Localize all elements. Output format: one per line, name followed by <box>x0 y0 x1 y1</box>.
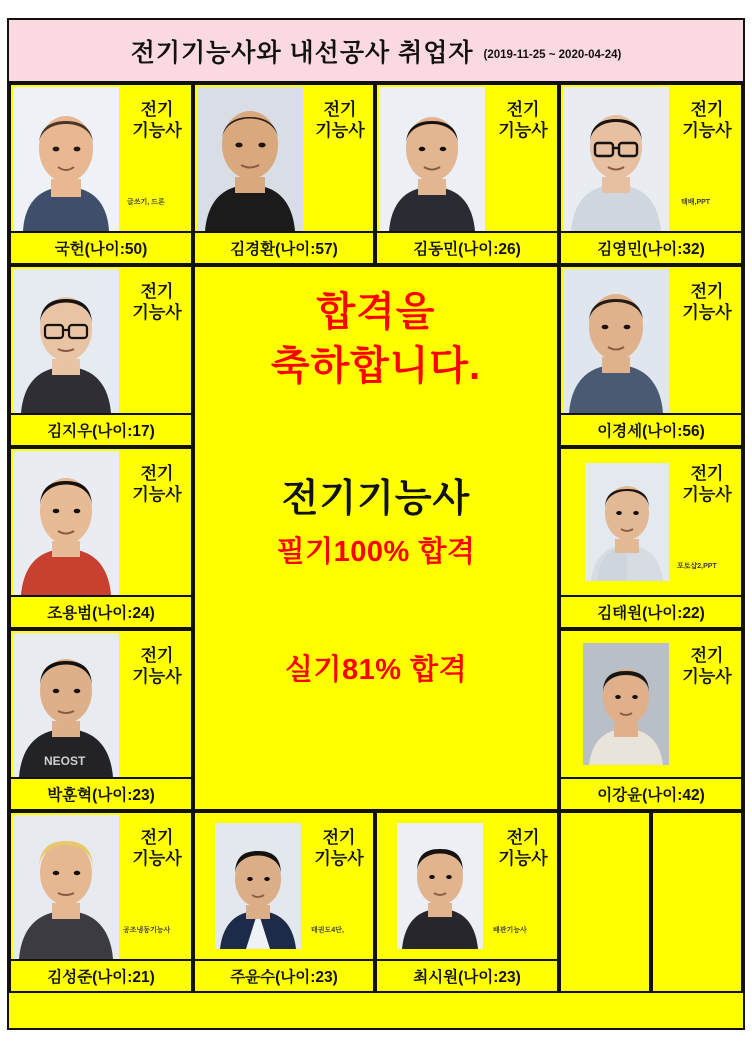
person-name: 이경세(나이:56) <box>561 413 741 445</box>
cert-label-line2: 기능사 <box>132 667 182 687</box>
person-name: 이강윤(나이:42) <box>561 777 741 809</box>
portrait-photo <box>563 87 669 231</box>
page-title: 전기기능사와 내선공사 취업자 <box>130 38 474 67</box>
cert-label <box>303 827 375 870</box>
cert-label-line2: 기능사 <box>682 485 732 505</box>
cert-label-line1: 전기 <box>690 282 724 301</box>
person-cell[interactable] <box>193 83 375 265</box>
person-name: 조용범(나이:24) <box>11 595 191 627</box>
person-cell[interactable] <box>559 447 743 629</box>
cert-label-line2: 기능사 <box>132 303 182 323</box>
people-grid <box>9 83 743 1028</box>
cert-label <box>305 99 375 142</box>
congratulations-panel <box>193 265 559 811</box>
cert-label <box>671 463 743 506</box>
cert-label-line1: 전기 <box>690 464 724 483</box>
avatar <box>585 463 669 581</box>
cert-label-line1: 전기 <box>323 100 357 119</box>
person-cell[interactable] <box>375 83 559 265</box>
extra-qualification: 태권도4단, <box>311 927 344 934</box>
cert-label-line2: 기능사 <box>498 121 548 141</box>
avatar <box>13 87 119 231</box>
svg-text:NEOST: NEOST <box>44 754 86 768</box>
avatar <box>197 87 303 231</box>
person-name: 박훈혁(나이:23) <box>11 777 191 809</box>
avatar <box>397 823 483 949</box>
portrait-photo <box>397 823 483 949</box>
practical-exam-result: 실기81% 합격 <box>284 654 468 686</box>
person-cell[interactable] <box>193 811 375 993</box>
cert-label-line1: 전기 <box>140 828 174 847</box>
portrait-photo <box>13 815 119 959</box>
cert-label-line2: 기능사 <box>498 849 548 869</box>
congrats-message <box>195 285 557 393</box>
person-cell[interactable] <box>559 629 743 811</box>
empty-cell <box>559 811 651 993</box>
cert-label-line1: 전기 <box>690 646 724 665</box>
cert-label-line2: 기능사 <box>682 667 732 687</box>
person-cell[interactable] <box>9 83 193 265</box>
cert-label-line2: 기능사 <box>315 121 365 141</box>
extra-qualification: 배관기능사 <box>493 927 527 934</box>
person-cell[interactable] <box>559 265 743 447</box>
congrats-line2: 축하합니다. <box>270 344 482 388</box>
avatar <box>13 815 119 959</box>
cert-label-line2: 기능사 <box>682 121 732 141</box>
avatar <box>563 87 669 231</box>
portrait-photo <box>215 823 301 949</box>
cert-label-line2: 기능사 <box>314 849 364 869</box>
cert-label-line2: 기능사 <box>132 121 182 141</box>
person-cell[interactable] <box>559 83 743 265</box>
person-name: 김경환(나이:57) <box>195 231 373 263</box>
empty-cell <box>651 811 743 993</box>
cert-label-line1: 전기 <box>506 828 540 847</box>
person-cell[interactable] <box>9 265 193 447</box>
person-name: 김태원(나이:22) <box>561 595 741 627</box>
portrait-photo <box>379 87 485 231</box>
person-name: 국헌(나이:50) <box>11 231 191 263</box>
cert-label-line1: 전기 <box>506 100 540 119</box>
cert-label-line1: 전기 <box>140 282 174 301</box>
avatar <box>215 823 301 949</box>
person-cell[interactable] <box>375 811 559 993</box>
person-name: 김성준(나이:21) <box>11 959 191 991</box>
portrait-photo <box>13 269 119 413</box>
person-name: 최시원(나이:23) <box>377 959 557 991</box>
cert-label <box>487 827 559 870</box>
written-exam-result: 필기100% 합격 <box>276 536 476 568</box>
cert-label <box>671 281 743 324</box>
cert-label <box>121 281 193 324</box>
cert-label-line2: 기능사 <box>132 485 182 505</box>
certificate-name: 전기기능사 <box>281 478 471 520</box>
poster-board <box>7 18 745 1030</box>
avatar <box>563 269 669 413</box>
extra-qualification: 택배,PPT <box>681 199 711 206</box>
cert-label <box>121 645 193 688</box>
avatar <box>379 87 485 231</box>
avatar <box>13 269 119 413</box>
portrait-photo <box>13 87 119 231</box>
cert-label <box>671 645 743 688</box>
extra-qualification: 글쓰기, 드론 <box>127 199 165 206</box>
cert-label-line1: 전기 <box>322 828 356 847</box>
person-cell[interactable] <box>9 811 193 993</box>
person-name: 주윤수(나이:23) <box>195 959 373 991</box>
cert-label-line1: 전기 <box>140 464 174 483</box>
portrait-photo <box>197 87 303 231</box>
cert-label-line2: 기능사 <box>132 849 182 869</box>
cert-label-line1: 전기 <box>140 646 174 665</box>
portrait-photo <box>13 633 119 777</box>
header-date-range: (2019-11-25 ~ 2020-04-24) <box>483 48 622 61</box>
congrats-line1: 합격을 <box>316 290 436 334</box>
person-cell[interactable] <box>9 629 193 811</box>
person-name: 김영민(나이:32) <box>561 231 741 263</box>
extra-qualification: 공조냉동기능사 <box>123 927 171 934</box>
cert-label-line2: 기능사 <box>682 303 732 323</box>
portrait-photo <box>13 451 119 595</box>
poster-header <box>9 20 743 83</box>
extra-qualification: 포토샵2,PPT <box>677 563 717 570</box>
avatar <box>583 643 669 765</box>
cert-label-line1: 전기 <box>690 100 724 119</box>
portrait-photo <box>583 643 669 765</box>
person-name: 김지우(나이:17) <box>11 413 191 445</box>
cert-label <box>487 99 559 142</box>
cert-label <box>671 99 743 142</box>
person-cell[interactable] <box>9 447 193 629</box>
cert-label-line1: 전기 <box>140 100 174 119</box>
cert-label <box>121 463 193 506</box>
avatar <box>13 451 119 595</box>
portrait-photo <box>585 463 669 581</box>
person-name: 김동민(나이:26) <box>377 231 557 263</box>
portrait-photo <box>563 269 669 413</box>
cert-label <box>121 827 193 870</box>
cert-label <box>121 99 193 142</box>
avatar <box>13 633 119 777</box>
